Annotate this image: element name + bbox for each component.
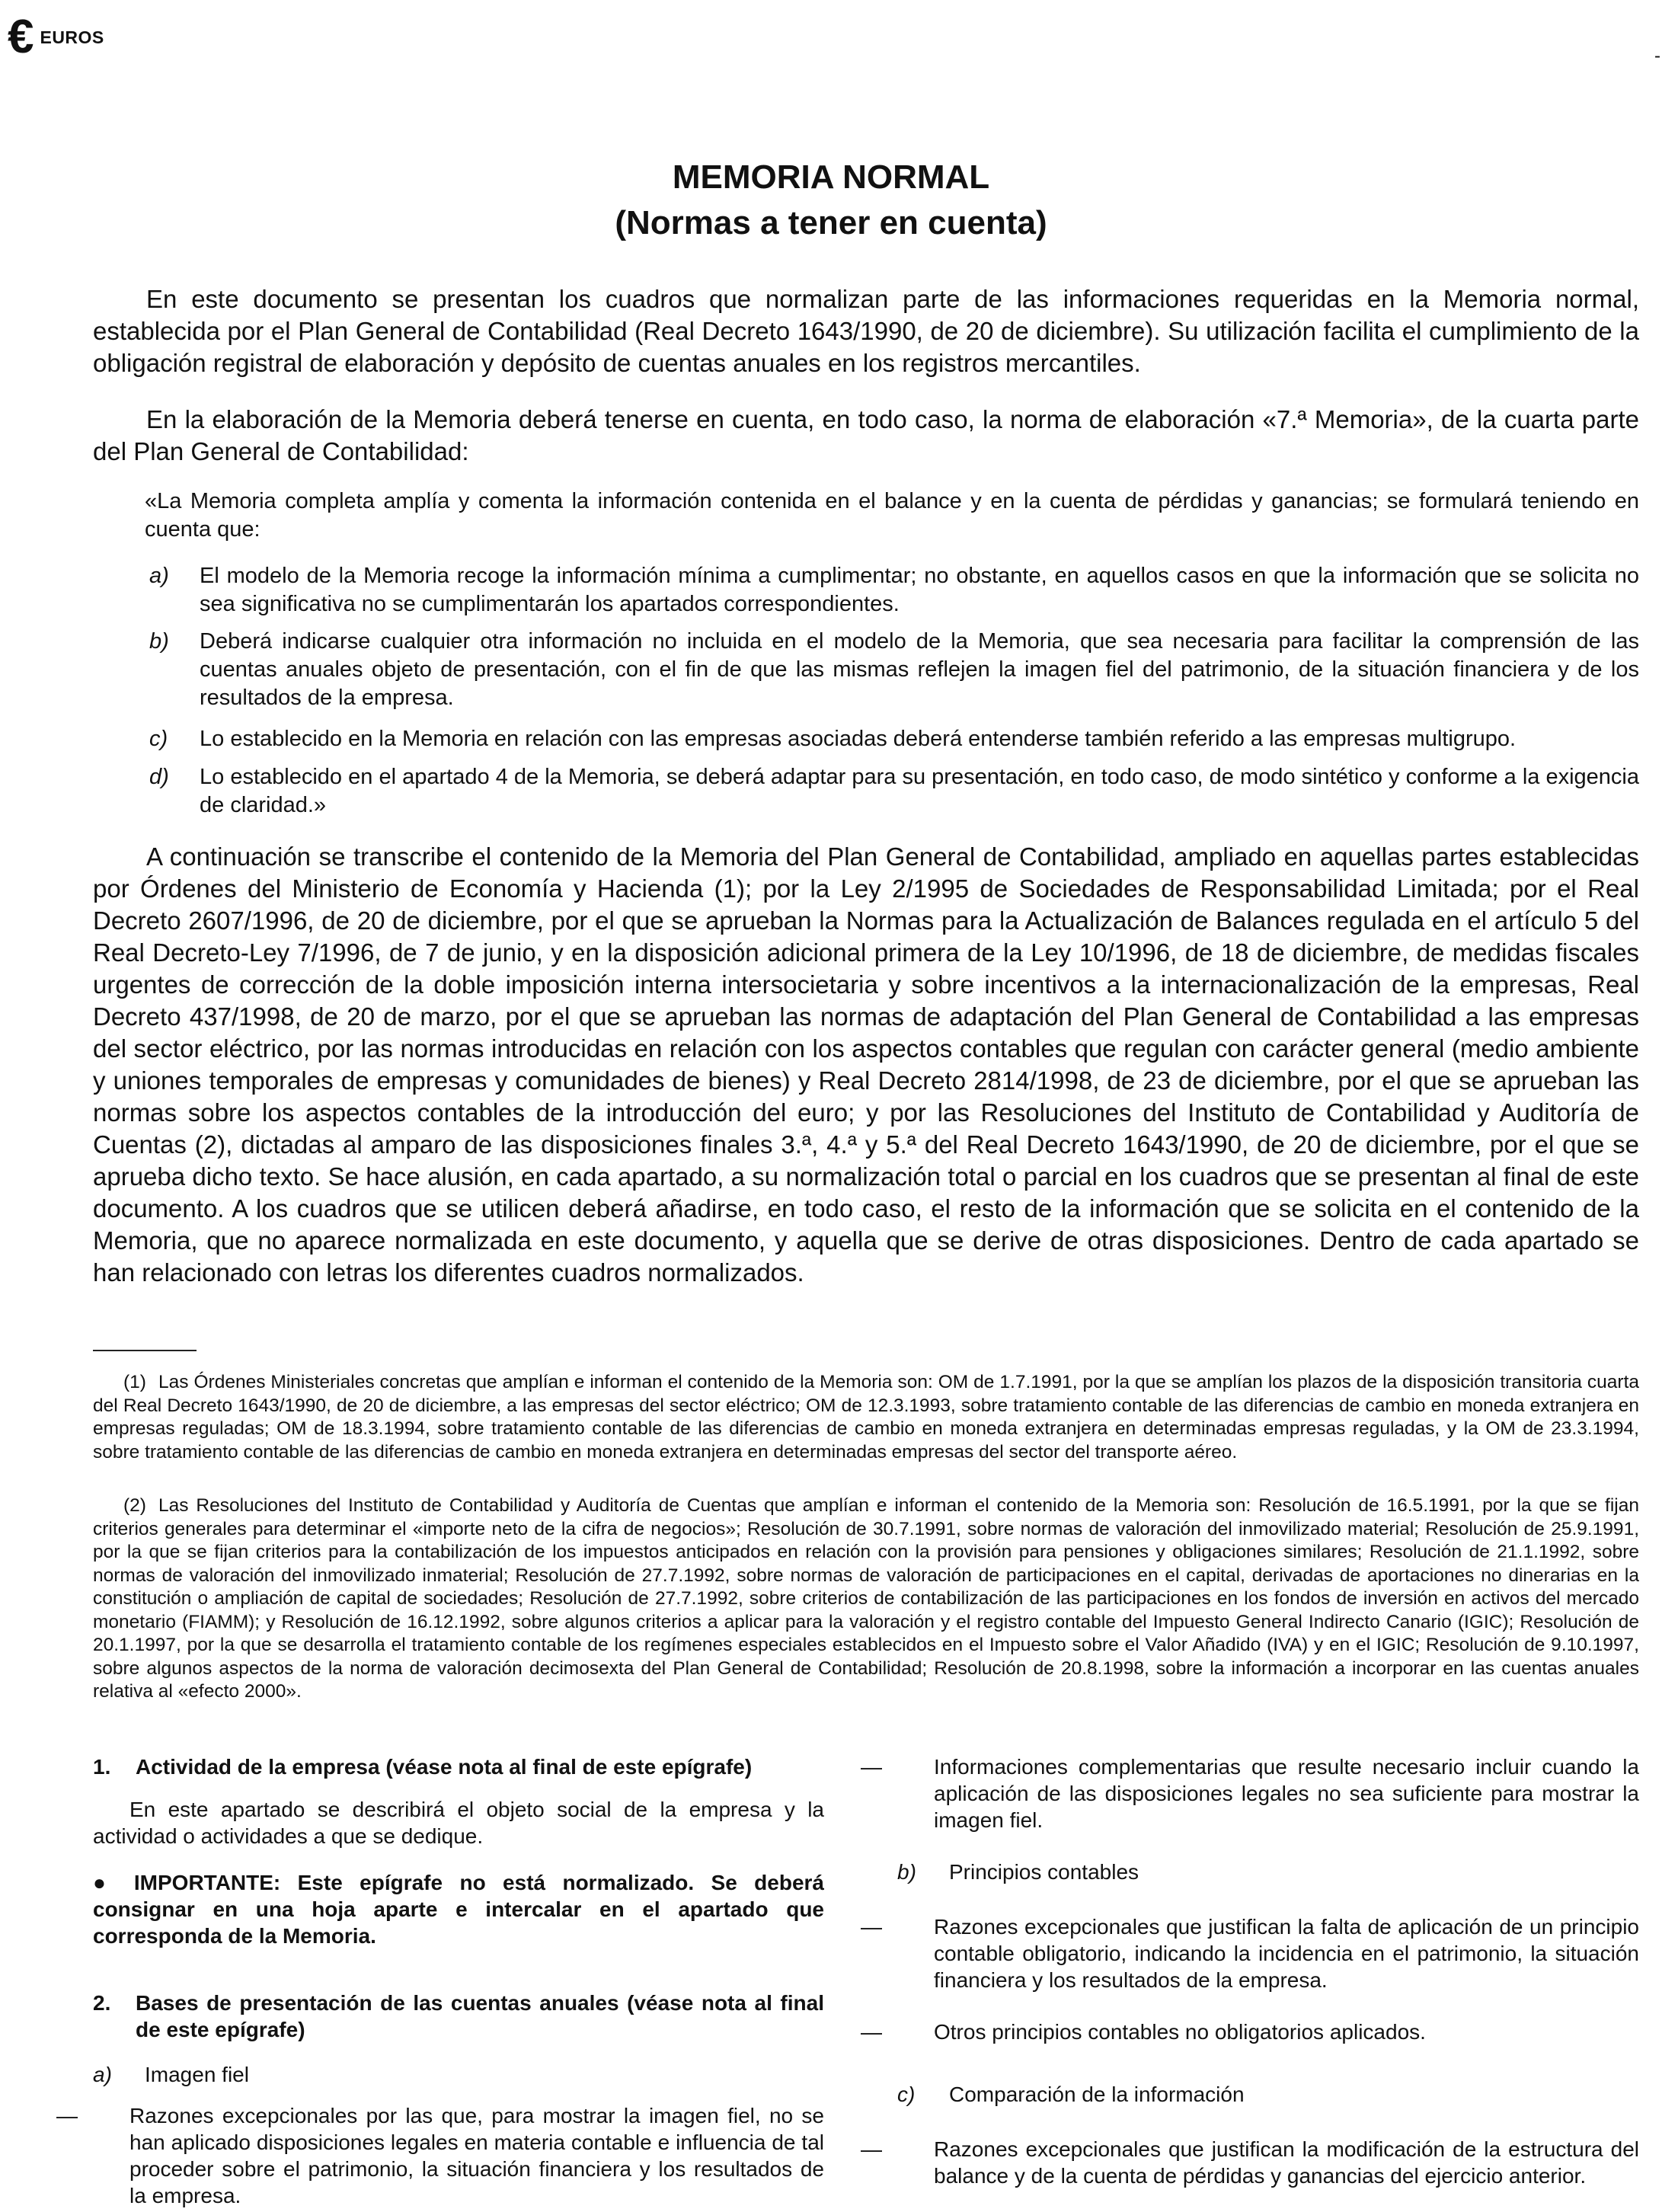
- footnote-number: (2): [123, 1495, 146, 1516]
- quote-item-text: Lo establecido en la Memoria en relación con las empresas asociadas deberá entenderse también referido a las empresas multigrupo.: [200, 727, 1517, 751]
- quote-item-letter: b): [149, 629, 169, 654]
- margin-mark: -: [1654, 46, 1660, 66]
- subsection-b: b) Principios contables: [897, 1860, 1139, 1884]
- quote-item-letter: d): [149, 765, 169, 789]
- subsection-a: a) Imagen fiel: [93, 2063, 249, 2086]
- dash-item: — Otros principios contables no obligatorios aplicados.: [861, 2020, 1426, 2044]
- right-column: [861, 1753, 1639, 2210]
- section-1-text: En este apartado se describirá el objeto social de la empresa y la actividad o actividades a que se dedique.: [93, 1798, 824, 1848]
- euros-label: EUROS: [40, 27, 104, 47]
- footnote-1: (1) Las Órdenes Ministeriales concretas que amplían e informan el contenido de la Memoria son: OM de 1.7.1991, por la que se amplían los plazos de la disposición transitoria cuarta del Real Decreto 1643/1990, de 20 de diciembre, a las empresas del sector eléctrico; OM de 12.3.1993, sobre tratamiento contable de las diferencias de cambio en moneda extranjera en empresas reguladas; OM de 18.3.1994, sobre tratamiento contable de las diferencias de cambio en moneda extranjera en determinadas empresas reguladas, y la OM de 23.3.1994, sobre tratamiento contable de las diferencias de cambio en moneda extranjera en determinadas empresas del sector del transporte aéreo.: [93, 1372, 1639, 1462]
- footnote-number: (1): [123, 1372, 146, 1392]
- euros-logo: [8, 11, 104, 63]
- left-column: [56, 1753, 824, 2210]
- quote-item-text: Deberá indicarse cualquier otra información no incluida en el modelo de la Memoria, que sea necesaria para facilitar la comprensión de las cuentas anuales objeto de presentación, con el fin de que las mismas reflejen la imagen fiel del patrimonio, de la situación financiera y de los resultados de la empresa.: [200, 629, 1639, 710]
- important-note: ● IMPORTANTE: Este epígrafe no está normalizado. Se deberá consignar en una hoja aparte e intercalar en el apartado que corresponda de la Memoria.: [93, 1871, 824, 1948]
- quote-intro: «La Memoria completa amplía y comenta la información contenida en el balance y en la cuenta de pérdidas y ganancias; se formulará teniendo en cuenta que:: [145, 489, 1639, 542]
- euro-icon: €: [8, 11, 34, 63]
- quote-item-text: Lo establecido en el apartado 4 de la Memoria, se deberá adaptar para su presentación, en todo caso, de modo sintético y conforme a la exigencia de claridad.»: [200, 765, 1639, 817]
- page-title: MEMORIA NORMAL: [672, 158, 990, 196]
- dash-item: — Razones excepcionales que justifican la modificación de la estructura del balance y de la cuenta de pérdidas y ganancias del ejercicio anterior.: [861, 2137, 1639, 2188]
- footnote-divider: [93, 1350, 197, 1351]
- intro-paragraph-2: En la elaboración de la Memoria deberá tenerse en cuenta, en todo caso, la norma de elaboración «7.ª Memoria», de la cuarta parte del Plan General de Contabilidad:: [93, 405, 1639, 465]
- page-subtitle: (Normas a tener en cuenta): [615, 204, 1047, 241]
- dash-item: — Razones excepcionales por las que, para mostrar la imagen fiel, no se han aplicado disposiciones legales en materia contable e influencia de tal proceder sobre el patrimonio, la situación financiera y los resultados de la empresa.: [56, 2104, 824, 2207]
- intro-paragraph-1: En este documento se presentan los cuadros que normalizan parte de las informaciones requeridas en la Memoria normal, establecida por el Plan General de Contabilidad (Real Decreto 1643/1990, de 20 de diciembre). Su utilización facilita el cumplimiento de la obligación registral de elaboración y depósito de cuentas anuales en los registros mercantiles.: [93, 285, 1639, 377]
- subsection-c: c) Comparación de la información: [897, 2083, 1245, 2106]
- section-1-heading: 1. Actividad de la empresa (véase nota al final de este epígrafe): [93, 1755, 753, 1779]
- dash-item: — Razones excepcionales que justifican la falta de aplicación de un principio contable obligatorio, indicando la incidencia en el patrimonio, la situación financiera y los resultados de la empresa.: [861, 1915, 1639, 1992]
- dash-item: — Informaciones complementarias que resulte necesario incluir cuando la aplicación de las disposiciones legales no sea suficiente para mostrar la imagen fiel.: [861, 1755, 1639, 1832]
- quote-item-letter: a): [149, 564, 169, 588]
- body-paragraph: A continuación se transcribe el contenido de la Memoria del Plan General de Contabilidad, ampliado en aquellas partes establecidas por Órdenes del Ministerio de Economía y Hacienda (1); por la Ley 2/1995 de Sociedades de Responsabilidad Limitada; por el Real Decreto 2607/1996, de 20 de diciembre, por el que se aprueban la Normas para la Actualización de Balances regulada en el artículo 5 del Real Decreto-Ley 7/1996, de 7 de junio, y en la disposición adicional primera de la Ley 10/1996, de 18 de diciembre, de medidas fiscales urgentes de corrección de la doble imposición interna intersocietaria y sobre incentivos a la internacionalización de la empresas, Real Decreto 437/1998, de 20 de marzo, por el que se aprueban las normas de adaptación del Plan General de Contabilidad a las empresas del sector eléctrico, por las normas introducidas en relación con los aspectos contables que regulan con carácter general (medio ambiente y uniones temporales de empresas y comunidades de bienes) y Real Decreto 2814/1998, de 23 de diciembre, por el que se aprueban las normas sobre los aspectos contables de la introducción del euro; y por las Resoluciones del Instituto de Contabilidad y Auditoría de Cuentas (2), dictadas al amparo de las disposiciones finales 3.ª, 4.ª y 5.ª del Real Decreto 1643/1990, de 20 de diciembre, por el que se aprueba dicho texto. Se hace alusión, en cada apartado, a su normalización total o parcial en los cuadros que se presentan al final de este documento. A los cuadros que se utilicen deberá añadirse, en todo caso, el resto de la información que se solicita en el contenido de la Memoria, que no aparece normalizada en este documento, y aquella que se derive de otras disposiciones. Dentro de cada apartado se han relacionado con letras los diferentes cuadros normalizados.: [93, 842, 1639, 1287]
- quote-item-letter: c): [149, 727, 168, 751]
- section-2-heading: 2. Bases de presentación de las cuentas anuales (véase nota al final de este epígrafe): [93, 1991, 824, 2041]
- quote-item-text: El modelo de la Memoria recoge la información mínima a cumplimentar; no obstante, en aquellos casos en que la información que se solicita no sea significativa no se cumplimentarán los apartados correspondientes.: [200, 564, 1639, 616]
- footnote-2: (2) Las Resoluciones del Instituto de Contabilidad y Auditoría de Cuentas que amplían e informan el contenido de la Memoria son: Resolución de 16.5.1991, por la que se fijan criterios generales para determinar el «importe neto de la cifra de negocios»; Resolución de 30.7.1991, sobre normas de valoración del inmovilizado material; Resolución de 25.9.1991, por la que se fijan criterios para la contabilización de los impuestos anticipados en relación con la provisión para pensiones y obligaciones similares; Resolución de 21.1.1992, sobre normas de valoración del inmovilizado inmaterial; Resolución de 27.7.1992, sobre normas de valoración de participaciones en el capital, derivadas de aportaciones no dinerarias en la constitución o ampliación de capital de sociedades; Resolución de 27.7.1992, sobre criterios de contabilización de las participaciones en los fondos de inversión en activos del mercado monetario (FIAMM); y Resolución de 16.12.1992, sobre algunos criterios a aplicar para la valoración y el registro contable del Impuesto General Indirecto Canario (IGIC); Resolución de 20.1.1997, por la que se desarrolla el tratamiento contable de los regímenes especiales establecidos en el Impuesto sobre el Valor Añadido (IVA) y en el IGIC; Resolución de 9.10.1997, sobre algunos aspectos de la norma de valoración decimosexta del Plan General de Contabilidad; Resolución de 20.8.1998, sobre la información a incorporar en las cuentas anuales relativa al «efecto 2000».: [93, 1495, 1639, 1702]
